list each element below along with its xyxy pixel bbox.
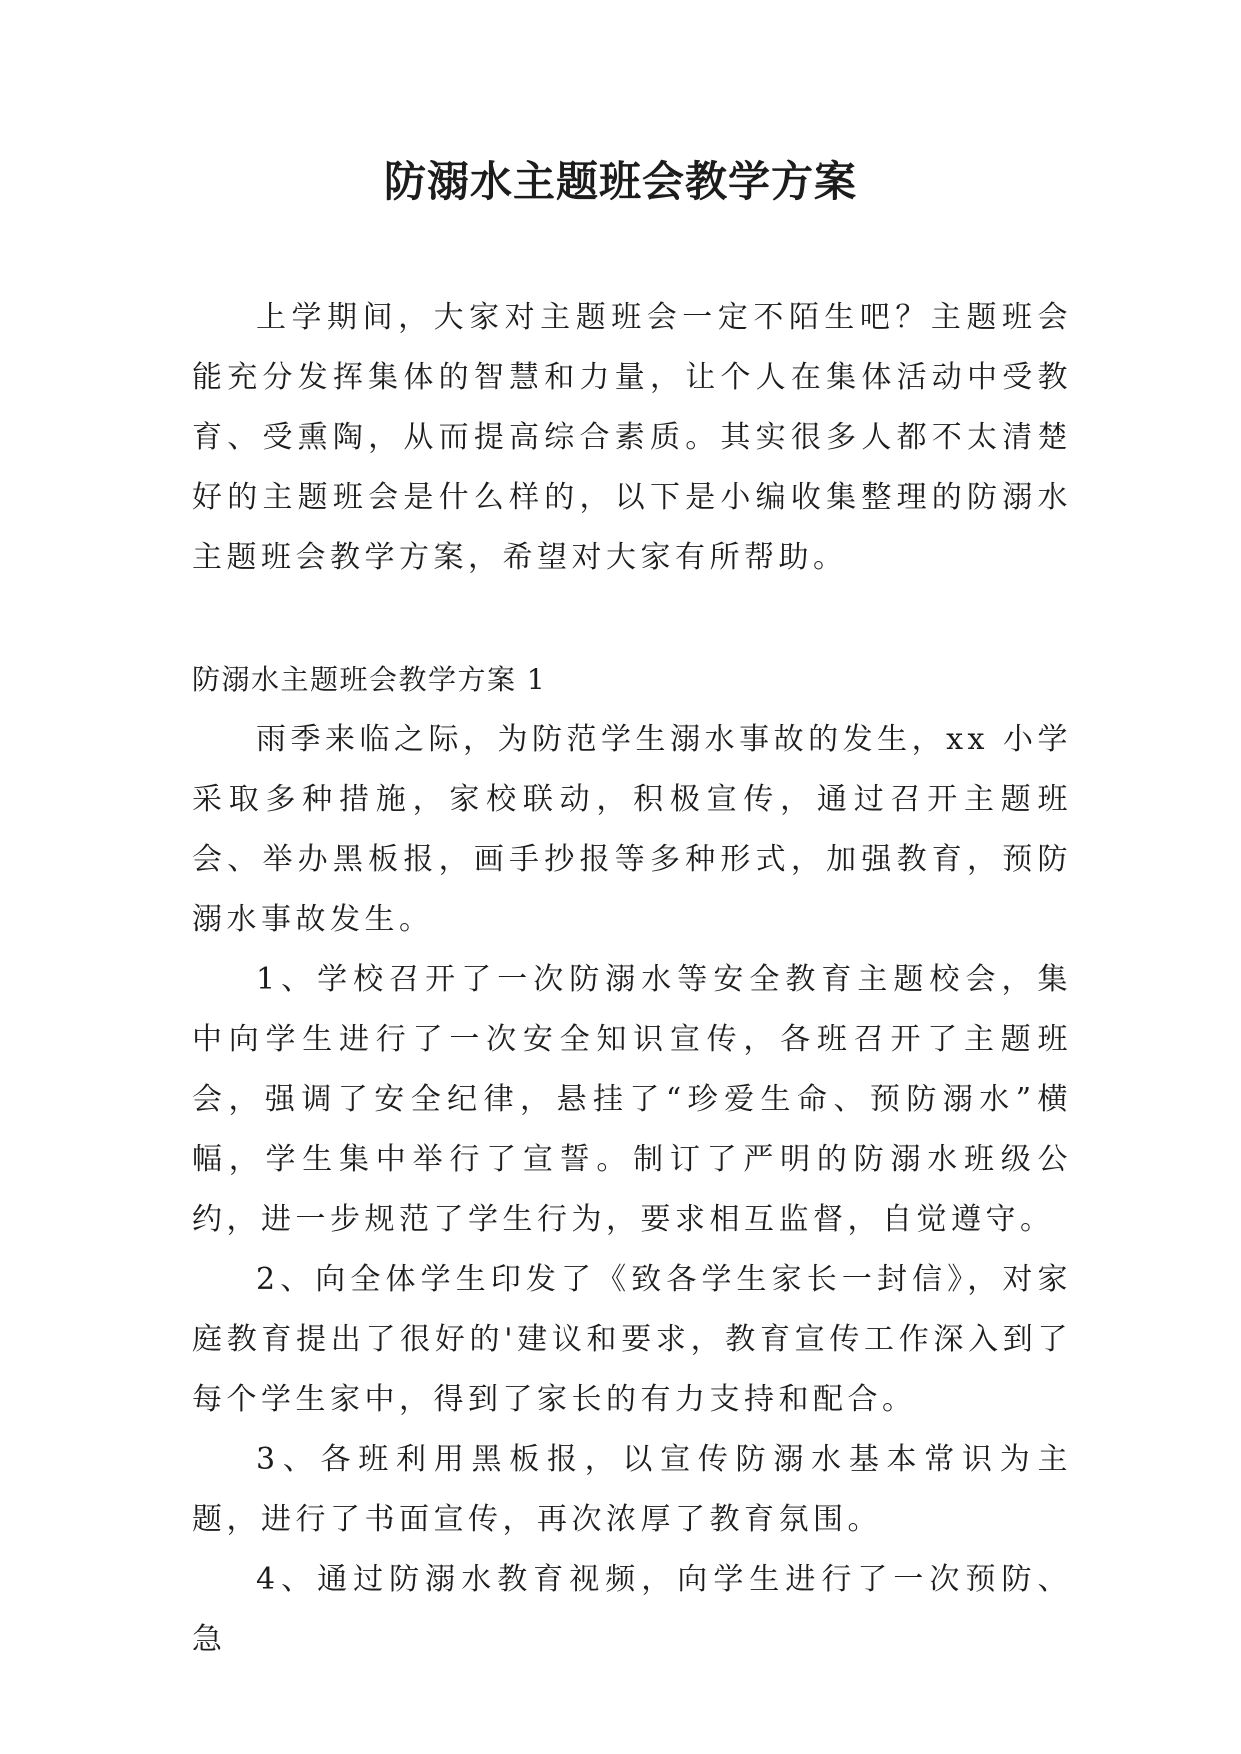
section-paragraph: 2、向全体学生印发了《致各学生家长一封信》，对家庭教育提出了很好的'建议和要求，教育宣传工作深入到了每个学生家中，得到了家长的有力支持和配合。 (192, 1262, 1072, 1417)
document-title: 防溺水主题班会教学方案 (383, 157, 857, 206)
section-paragraph: 雨季来临之际，为防范学生溺水事故的发生，xx 小学采取多种措施，家校联动，积极宣传，通过召开主题班会、举办黑板报，画手抄报等多种形式，加强教育，预防溺水事故发生。 (192, 722, 1072, 937)
section-paragraph: 1、学校召开了一次防溺水等安全教育主题校会，集中向学生进行了一次安全知识宣传，各班召开了主题班会，强调了安全纪律，悬挂了“珍爱生命、预防溺水”横幅，学生集中举行了宣誓。制订了严明的防溺水班级公约，进一步规范了学生行为，要求相互监督，自觉遵守。 (192, 962, 1072, 1237)
section-heading: 防溺水主题班会教学方案 1 (192, 663, 547, 696)
document-body (192, 288, 1072, 1670)
intro-paragraph: 上学期间，大家对主题班会一定不陌生吧？主题班会能充分发挥集体的智慧和力量，让个人在集体活动中受教育、受熏陶，从而提高综合素质。其实很多人都不太清楚好的主题班会是什么样的，以下是小编收集整理的防溺水主题班会教学方案，希望对大家有所帮助。 (192, 300, 1072, 575)
section-paragraph: 4、通过防溺水教育视频，向学生进行了一次预防、急 (192, 1562, 1072, 1657)
section-paragraph: 3、各班利用黑板报，以宣传防溺水基本常识为主题，进行了书面宣传，再次浓厚了教育氛围。 (192, 1442, 1072, 1537)
